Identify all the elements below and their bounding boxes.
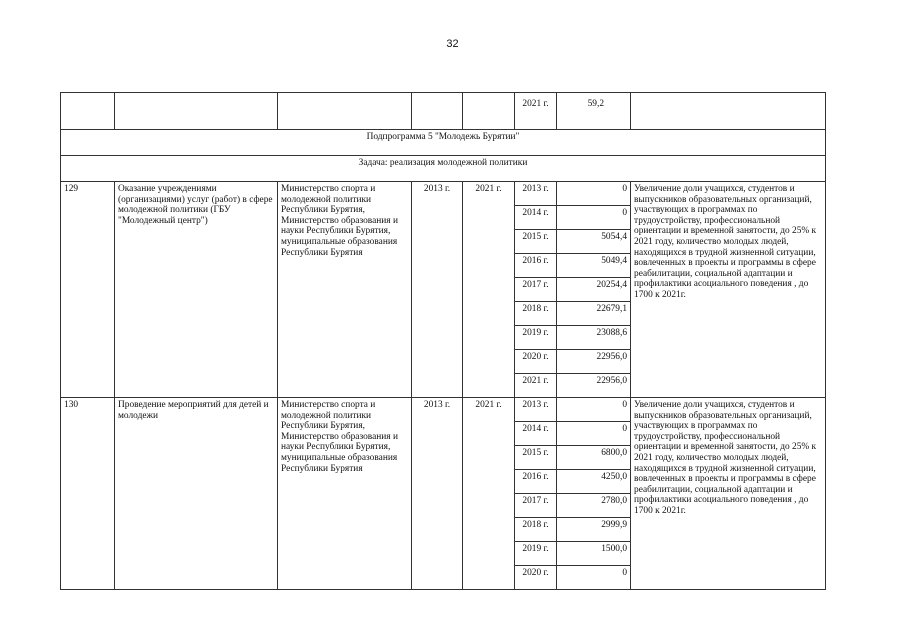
value-cell: 0 [557,206,631,230]
cell-empty [412,93,463,130]
row-number: 129 [61,182,115,398]
executor: Министерство спорта и молодежной политики Республики Бурятия, Министерство образования и науки Республики Бурятия, муниципальные образования Республики Бурятия [278,182,412,398]
value-cell: 22956,0 [557,374,631,398]
value-cell: 4250,0 [557,470,631,494]
value-cell: 20254,4 [557,278,631,302]
subprogram-row [61,130,826,156]
task-title: Задача: реализация молодежной политики [61,156,826,182]
year-cell: 2020 г. [515,350,557,374]
start-year: 2013 г. [412,398,463,590]
table-row [61,398,826,422]
expected-result: Увеличение доли учащихся, студентов и выпускников образовательных организаций, участвующих в программах по трудоустройству, профессиональной ориентации и временной занятости, до 25% к 2021 году, количество молодых людей, находящихся в трудной жизненной ситуации, вовлеченных в проекты и программы в сфере реабилитации, социальной адаптации и профилактики асоциального поведения , до 1700 к 2021г. [631,398,826,590]
program-table [60,92,826,590]
year-cell: 2018 г. [515,518,557,542]
value-cell: 5054,4 [557,230,631,254]
activity-name: Оказание учреждениями (организациями) услуг (работ) в сфере молодежной политики (ГБУ "Молодежный центр") [115,182,278,398]
cell-empty [278,93,412,130]
row-number: 130 [61,398,115,590]
value-cell: 23088,6 [557,326,631,350]
year-cell: 2018 г. [515,302,557,326]
value-cell: 22956,0 [557,350,631,374]
year-cell: 2020 г. [515,566,557,590]
activity-name: Проведение мероприятий для детей и молодежи [115,398,278,590]
year-cell: 2019 г. [515,326,557,350]
year-cell: 2019 г. [515,542,557,566]
year-cell: 2017 г. [515,278,557,302]
cell-empty [115,93,278,130]
value-cell: 22679,1 [557,302,631,326]
value-cell: 0 [557,398,631,422]
year-cell: 2017 г. [515,494,557,518]
year-cell: 2021 г. [515,93,557,130]
year-cell: 2015 г. [515,230,557,254]
cell-empty [631,93,826,130]
value-cell: 0 [557,566,631,590]
year-cell: 2014 г. [515,422,557,446]
subprogram-title: Подпрограмма 5 "Молодежь Бурятии" [61,130,826,156]
year-cell: 2013 г. [515,398,557,422]
year-cell: 2013 г. [515,182,557,206]
year-cell: 2016 г. [515,254,557,278]
value-cell: 2780,0 [557,494,631,518]
value-cell: 6800,0 [557,446,631,470]
task-row [61,156,826,182]
year-cell: 2021 г. [515,374,557,398]
value-cell: 1500,0 [557,542,631,566]
value-cell: 5049,4 [557,254,631,278]
value-cell: 0 [557,422,631,446]
expected-result: Увеличение доли учащихся, студентов и выпускников образовательных организаций, участвующих в программах по трудоустройству, профессиональной ориентации и временной занятости, до 25% к 2021 году, количество молодых людей, находящихся в трудной жизненной ситуации, вовлеченных в проекты и программы в сфере реабилитации, социальной адаптации и профилактики асоциального поведения , до 1700 к 2021г. [631,182,826,398]
continuation-row [61,93,826,130]
cell-empty [61,93,115,130]
year-cell: 2015 г. [515,446,557,470]
page-number: 32 [446,38,459,50]
table-row [61,182,826,206]
year-cell: 2016 г. [515,470,557,494]
value-cell: 0 [557,182,631,206]
end-year: 2021 г. [463,398,515,590]
value-cell: 59,2 [557,93,631,130]
cell-empty [463,93,515,130]
executor: Министерство спорта и молодежной политики Республики Бурятия, Министерство образования и науки Республики Бурятия, муниципальные образования Республики Бурятия [278,398,412,590]
value-cell: 2999,9 [557,518,631,542]
end-year: 2021 г. [463,182,515,398]
year-cell: 2014 г. [515,206,557,230]
start-year: 2013 г. [412,182,463,398]
